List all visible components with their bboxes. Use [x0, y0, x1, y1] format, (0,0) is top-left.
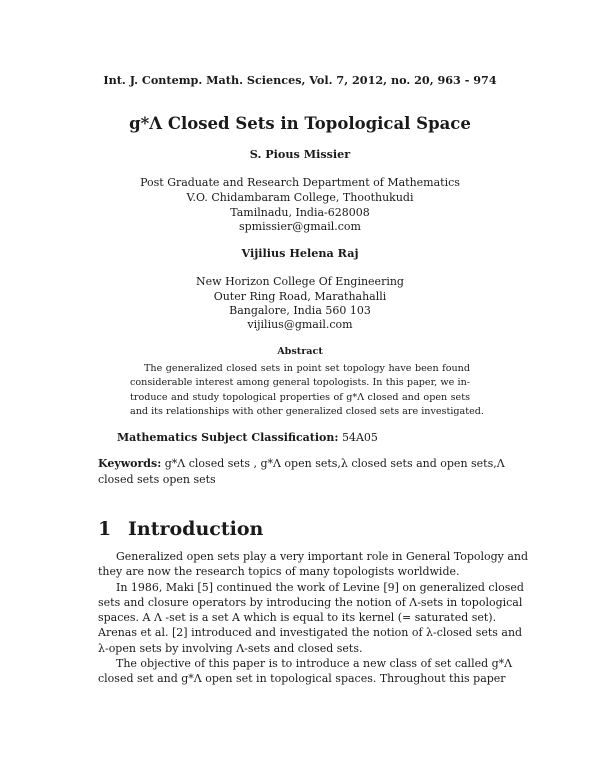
abstract-body: [130, 362, 484, 420]
author-affiliation-line: New Horizon College Of Engineering: [196, 275, 404, 288]
author-email: spmissier@gmail.com: [239, 220, 361, 233]
author-name: Vijilius Helena Raj: [241, 246, 359, 260]
keywords-label: Keywords:: [98, 457, 162, 470]
section-heading: [98, 518, 263, 540]
paragraph-line: closed set and g*Λ open set in topological spaces. Throughout this paper: [98, 672, 506, 686]
paragraph-line: spaces. A Λ -set is a set A which is equal to its kernel (= saturated set).: [98, 611, 497, 625]
abstract-line: troduce and study topological properties of g*Λ closed and open sets: [130, 391, 470, 403]
author-affiliation-line: V.O. Chidambaram College, Thoothukudi: [186, 191, 414, 204]
paragraph-line: Generalized open sets play a very important role in General Topology and: [116, 550, 529, 563]
paragraph-line: sets and closure operators by introducing the notion of Λ-sets in topological: [98, 595, 523, 609]
paragraph-line: In 1986, Maki [5] continued the work of Levine [9] on generalized closed: [116, 580, 524, 594]
keywords-text: closed sets open sets: [98, 472, 216, 486]
abstract-heading: Abstract: [277, 346, 323, 357]
msc-label: Mathematics Subject Classification:: [117, 431, 339, 444]
introduction-body: [98, 549, 529, 687]
paragraph-line: they are now the research topics of many topologists worldwide.: [98, 565, 460, 579]
abstract-line: considerable interest among general topologists. In this paper, we in-: [130, 377, 470, 389]
section-title: Introduction: [128, 518, 264, 540]
section-number: 1: [98, 518, 112, 540]
subject-classification: [117, 431, 378, 444]
paragraph-line: Arenas et al. [2] introduced and investigated the notion of λ-closed sets and: [98, 626, 523, 640]
paragraph-line: λ-open sets by involving Λ-sets and closed sets.: [98, 641, 363, 655]
paragraph-line: The objective of this paper is to introduce a new class of set called g*Λ: [116, 657, 513, 671]
author-affiliation-line: Outer Ring Road, Marathahalli: [213, 290, 387, 303]
author-email: vijilius@gmail.com: [247, 318, 353, 331]
author-affiliation-line: Tamilnadu, India-628008: [230, 206, 370, 219]
msc-value: 54A05: [341, 431, 378, 444]
author-affiliation-line: Bangalore, India 560 103: [229, 304, 371, 317]
keywords: [98, 456, 505, 487]
author-name: S. Pious Missier: [249, 147, 351, 161]
journal-citation: Int. J. Contemp. Math. Sciences, Vol. 7, 2012, no. 20, 963 - 974: [103, 73, 497, 87]
keywords-text: g*Λ closed sets , g*Λ open sets,λ closed sets and open sets,Λ: [164, 457, 505, 470]
paper-title: g*Λ Closed Sets in Topological Space: [129, 114, 471, 133]
abstract-line: The generalized closed sets in point set topology have been found: [144, 363, 470, 374]
author-affiliation-line: Post Graduate and Research Department of Mathematics: [140, 176, 460, 189]
abstract-line: and its relationships with other generalized closed sets are investigated.: [130, 406, 484, 418]
